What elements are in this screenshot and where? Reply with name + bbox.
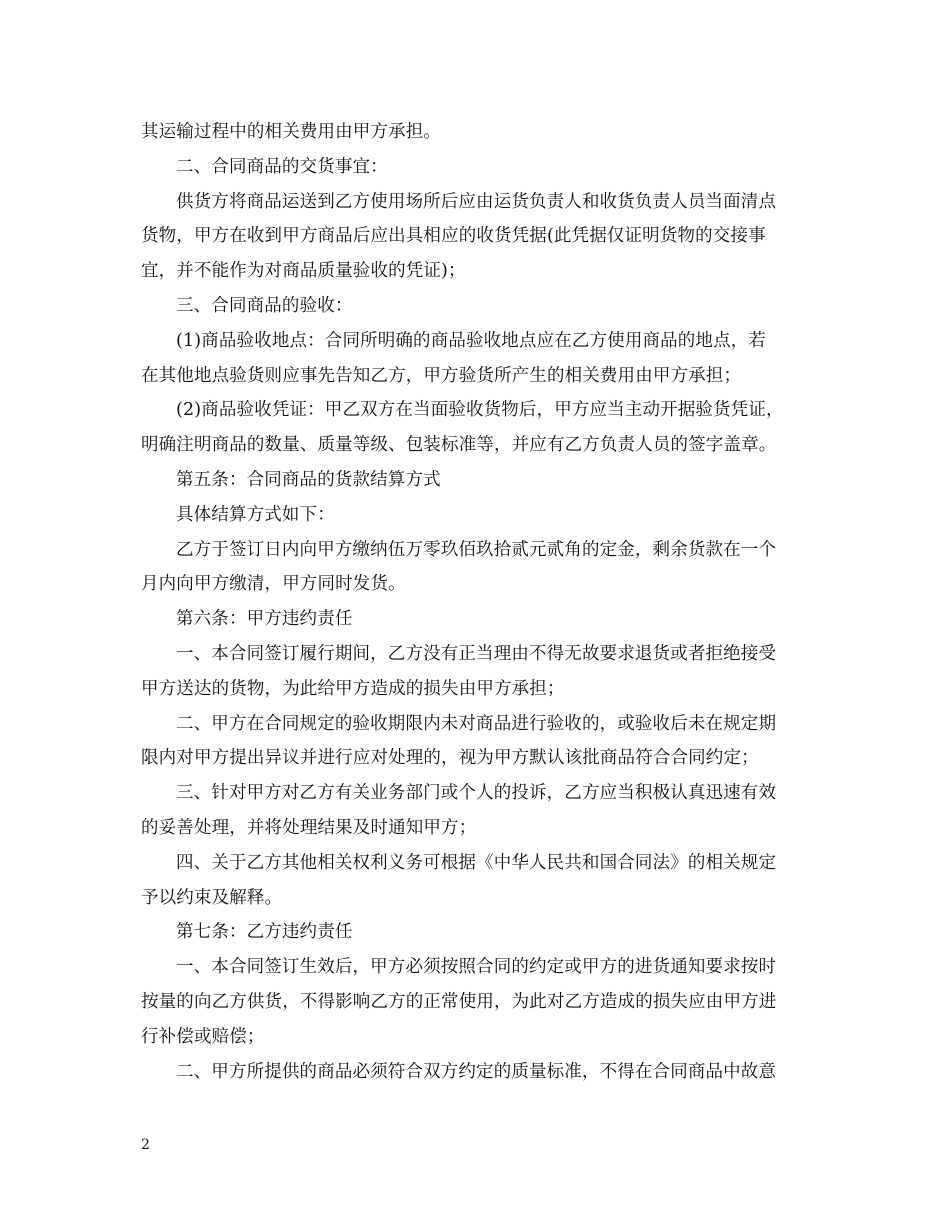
text-line: 限内对甲方提出异议并进行应对处理的，视为甲方默认该批商品符合合同约定；: [141, 748, 759, 769]
text-line: 一、本合同签订履行期间，乙方没有正当理由不得无故要求退货或者拒绝接受: [176, 643, 777, 664]
text-line: 四、关于乙方其他相关权利义务可根据《中华人民共和国合同法》的相关规定: [176, 852, 777, 873]
page-number: 2: [141, 1137, 150, 1153]
text-line: 第七条：乙方违约责任: [176, 922, 353, 943]
text-line: 宜，并不能作为对商品质量验收的凭证)；: [141, 261, 466, 282]
text-line: 一、本合同签订生效后，甲方必须按照合同的约定或甲方的进货通知要求按时: [176, 957, 777, 978]
text-line: 甲方送达的货物，为此给甲方造成的损失由甲方承担；: [141, 678, 565, 699]
text-line: 按量的向乙方供货，不得影响乙方的正常使用，为此对乙方造成的损失应由甲方进: [141, 991, 777, 1012]
text-line: 三、针对甲方对乙方有关业务部门或个人的投诉，乙方应当积极认真迅速有效: [176, 783, 777, 804]
text-line: 二、合同商品的交货事宜：: [176, 156, 388, 177]
text-line: 二、甲方所提供的商品必须符合双方约定的质量标准，不得在合同商品中故意: [176, 1061, 777, 1082]
text-line: 其运输过程中的相关费用由甲方承担。: [141, 122, 442, 142]
text-line: 具体结算方式如下：: [176, 504, 335, 525]
document-body: [141, 115, 813, 1089]
text-line: 在其他地点验货则应事先告知乙方，甲方验货所产生的相关费用由甲方承担；: [141, 365, 742, 386]
text-line: 的妥善处理，并将处理结果及时通知甲方；: [141, 817, 477, 838]
text-line: 予以约束及解释。: [141, 887, 283, 908]
text-line: (1)商品验收地点：合同所明确的商品验收地点应在乙方使用商品的地点，若: [176, 330, 767, 351]
text-line: 行补偿或赔偿；: [141, 1026, 265, 1047]
text-line: 供货方将商品运送到乙方使用场所后应由运货负责人和收货负责人员当面清点: [176, 191, 777, 212]
text-line: 货物，甲方在收到甲方商品后应出具相应的收货凭据(此凭据仅证明货物的交接事: [141, 226, 766, 247]
text-line: 乙方于签订日内向甲方缴纳伍万零玖佰玖拾贰元贰角的定金，剩余货款在一个: [176, 539, 777, 560]
text-line: 月内向甲方缴清，甲方同时发货。: [141, 574, 406, 595]
text-line: 第六条：甲方违约责任: [176, 609, 353, 630]
text-line: 二、甲方在合同规定的验收期限内未对商品进行验收的，或验收后未在规定期: [176, 713, 777, 734]
text-line: (2)商品验收凭证：甲乙双方在当面验收货物后，甲方应当主动开据验货凭证，: [176, 400, 784, 421]
text-line: 第五条：合同商品的货款结算方式: [176, 469, 441, 490]
text-line: 三、合同商品的验收：: [176, 295, 353, 316]
text-line: 明确注明商品的数量、质量等级、包装标准等，并应有乙方负责人员的签字盖章。: [141, 435, 777, 456]
